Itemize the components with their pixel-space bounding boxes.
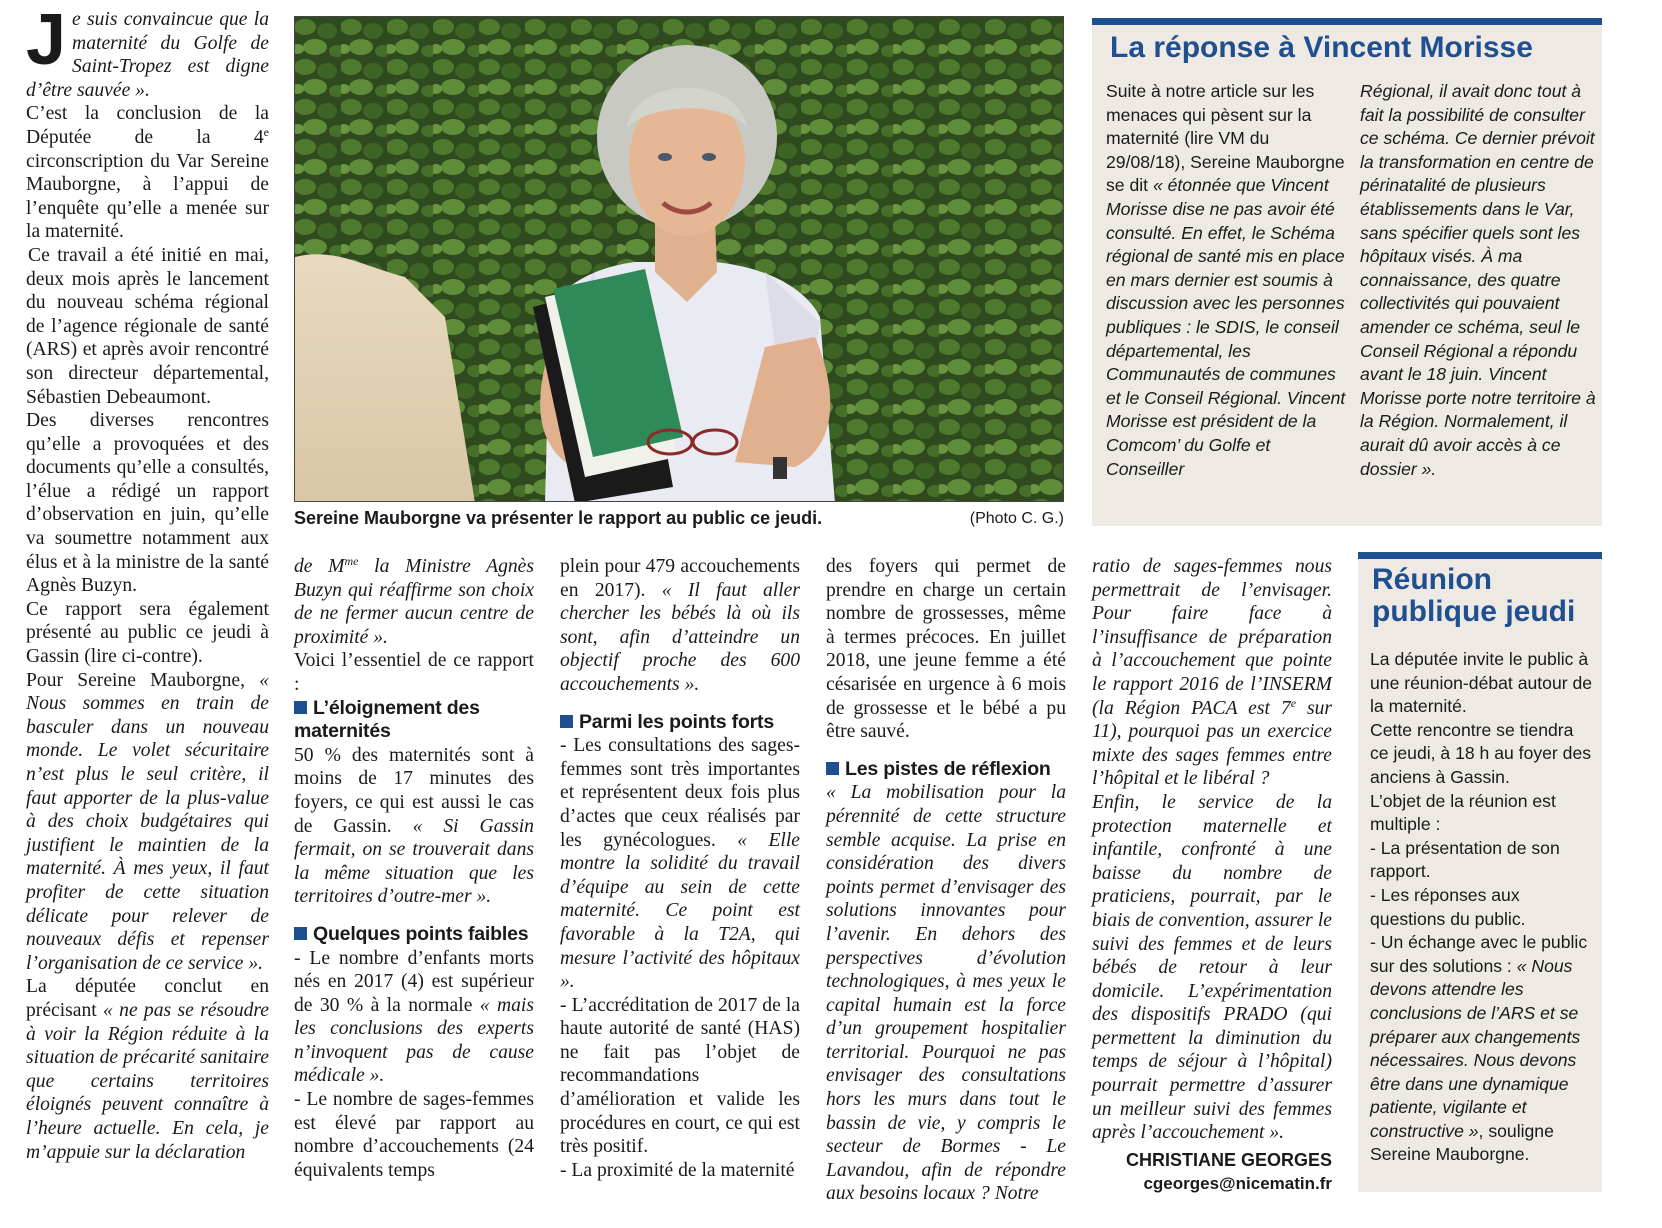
meeting-box	[1358, 552, 1602, 1192]
paragraph: de $M^{me}$ la Ministre Agnès Buzyn qui réaffirme son choix de ne fermer aucun centre de proximité ».	[294, 554, 534, 648]
paragraph: - Le nombre d’enfants morts nés en 2017 (4) est supérieur de 30 % à la normale « mais les conclusions des experts n’invoquent pas de cause médicale ».	[294, 947, 534, 1087]
paragraph: Enfin, le service de la protection maternelle et infantile, confronté à une baisse du nombre de praticiens, pourrait, par le biais de convention, assurer le suivi des femmes et de leurs bébés de retour à leur domicile. L’expérimentation des dispositifs PRADO (qui permettent la diminution du temps de séjour à l’hôpital) pourrait permettre d’assurer un meilleur suivi des femmes après l’accouchement ».	[1092, 791, 1332, 1144]
drop-cap: J	[26, 0, 67, 80]
subheading: Les pistes de réflexion	[826, 758, 1066, 782]
article-column-2	[294, 555, 534, 1182]
paragraph: Pour Sereine Mauborgne, « Nous sommes en train de basculer dans un nouveau monde. Le volet sécuritaire n’est plus le seul critère, il faut apporter de la plus-value à des choix budgétaires qui justifient le maintien de la maternité. À mes yeux, il faut profiter de cette situation délicate pour relever de nouveaux défis et repenser l’organisation de ce service ».	[26, 669, 269, 974]
portrait-photo	[294, 16, 1064, 502]
subheading: Parmi les points forts	[560, 711, 800, 735]
box-text-right: Régional, il avait donc tout à fait la possibilité de consulter ce schéma. Ce dernier prévoit la transformation en centre de périnatalité de plusieurs établissements dans le Var, sans spécifier quels sont les hôpitaux visés. À ma connaissance, des quatre collectivités qui pouvaient amender ce schéma, seul le Conseil Régional a répondu avant le 18 juin. Vincent Morisse porte notre territoire à la Région. Normalement, il aurait dû avoir accès à ce dossier ».	[1360, 81, 1596, 479]
box-accent-bar	[1358, 552, 1602, 559]
paragraph: - La proximité de la maternité	[560, 1159, 795, 1181]
paragraph: Voici l’essentiel de ce rapport :	[294, 650, 534, 695]
box-title: Réunion publique jeudi	[1372, 563, 1576, 628]
intro-paragraph: Je suis convaincue que la maternité du Golfe de Saint-Tropez est digne d’être sauvée ».	[26, 0, 269, 101]
photo-caption	[294, 506, 1064, 532]
box-text-left: Suite à notre article sur les menaces qui pèsent sur la maternité (lire VM du 29/08/18), Sereine Mauborgne se dit « étonnée que Vincent Morisse dise ne pas avoir été consulté. En effet, le Schéma régional de santé mis en place en mars dernier est soumis à discussion avec les personnes publiques : le SDIS, le conseil départemental, les Communautés de communes et le Conseil Régional. Vincent Morisse est président de la Comcom’ du Golfe et Conseiller	[1106, 81, 1346, 479]
paragraph: plein pour 479 accouchements en 2017). « Il faut aller chercher les bébés là où ils sont, afin d’atteindre un objectif proche des 600 accouchements ».	[560, 556, 800, 695]
square-bullet-icon	[294, 927, 307, 940]
paragraph: - Les consultations des sages-femmes sont très importantes et représentent deux fois plus d’actes que ceux réalisés par les gynécologues. « Elle montre la solidité du travail d’équipe au sein de cette maternité. Ce point est favorable à la T2A, qui mesure l’activité des hôpitaux ».	[560, 735, 800, 993]
portrait-image	[295, 17, 1064, 502]
square-bullet-icon	[826, 762, 839, 775]
subheading: L’éloignement des maternités	[294, 696, 480, 743]
box-text: La députée invite le public à une réunion-débat autour de la maternité. Cette rencontre se tiendra ce jeudi, à 18 h au foyer des anciens à Gassin. L’objet de la réunion est multiple : - La présentation de son rapport. - Les réponses aux questions du public. - Un échange avec le public sur des solutions : « Nous devons attendre les conclusions de l’ARS et se préparer aux changements nécessaires. Nous devons être dans une dynamique patiente, vigilante et constructive », souligne Sereine Mauborgne.	[1370, 649, 1593, 1165]
response-box	[1092, 18, 1602, 526]
paragraph: Des diverses rencontres qu’elle a provoquées et des documents qu’elle a consultés, l’élue a rédigé un rapport d’observation en juin, qu’elle va soumettre notamment aux élus et à la ministre de la santé Agnès Buzyn.	[26, 410, 269, 597]
paragraph: des foyers qui permet de prendre en charge un certain nombre de grossesses, même à termes précoces. En juillet 2018, une jeune femme a été césarisée en urgence à 6 mois de grossesse et le bébé a pu être sauvé.	[826, 556, 1066, 743]
box-accent-bar	[1092, 18, 1602, 25]
author-name: CHRISTIANE GEORGES	[1125, 1149, 1332, 1170]
box-title: La réponse à Vincent Morisse	[1110, 31, 1533, 64]
paragraph: ratio de sages-femmes nous permettrait de l’envisager. Pour faire face à l’insuffisance de préparation à l’accouchement que pointe le rapport 2016 de l’INSERM (la Région PACA est 7e sur 11), pourquoi pas un exercice mixte des sages femmes entre l’hôpital et le libéral ?	[1092, 556, 1333, 790]
paragraph: 50 % des maternités sont à moins de 17 minutes des foyers, ce qui est aussi le cas de Gassin. « Si Gassin fermait, on se trouverait dans la même situation que les territoires d’outre-mer ».	[294, 744, 534, 908]
article-column-3	[560, 555, 800, 1182]
article-column-5	[1092, 555, 1332, 1196]
paragraph: « La mobilisation pour la pérennité de cette structure semble acquise. La prise en considération des divers points permet d’envisager des solutions innovantes pour l’avenir. En dehors des perspectives d’évolution technologiques, à mes yeux le capital humain est la force d’un groupement hospitalier territorial. Pourquoi ne pas envisager des consultations hors les murs dans tout le bassin de vie, y compris le secteur de Bormes - Le Lavandou, afin de répondre aux besoins locaux ? Notre	[826, 782, 1066, 1205]
subheading: Quelques points faibles	[294, 923, 534, 947]
square-bullet-icon	[560, 715, 573, 728]
paragraph: - L’accréditation de 2017 de la haute autorité de santé (HAS) ne fait pas l’objet de recommandations d’amélioration et valide les procédures en court, ce qui est très positif.	[560, 994, 800, 1158]
paragraph: La députée conclut en précisant « ne pas se résoudre à voir la Région réduite à la situation de précarité sanitaire que certains territoires éloignés peuvent connaître à l’heure actuelle. En cela, je m’appuie sur la déclaration	[26, 976, 270, 1163]
paragraph: Ce travail a été initié en mai, deux mois après le lancement du nouveau schéma régional de l’agence régionale de santé (ARS) et après avoir rencontré son directeur départemental, Sébastien Debeaumont.	[26, 244, 269, 408]
article-column-1	[26, 0, 270, 1164]
paragraph: - Le nombre de sages-femmes est élevé par rapport au nombre d’accouchements (24 équivalents temps	[294, 1089, 534, 1181]
square-bullet-icon	[294, 701, 307, 714]
paragraph: C’est la conclusion de la Députée de la 4e circonscription du Var Sereine Mauborgne, à l’appui de l’enquête qu’elle a menée sur la maternité.	[26, 103, 269, 243]
paragraph: Ce rapport sera également présenté au public ce jeudi à Gassin (lire ci-contre).	[26, 598, 269, 668]
article-column-4	[826, 555, 1066, 1206]
photo-credit: (Photo C. G.)	[969, 510, 1064, 527]
caption-text: Sereine Mauborgne va présenter le rapport au public ce jeudi.	[294, 508, 823, 528]
author-email: cgeorges@nicematin.fr	[1143, 1174, 1332, 1194]
